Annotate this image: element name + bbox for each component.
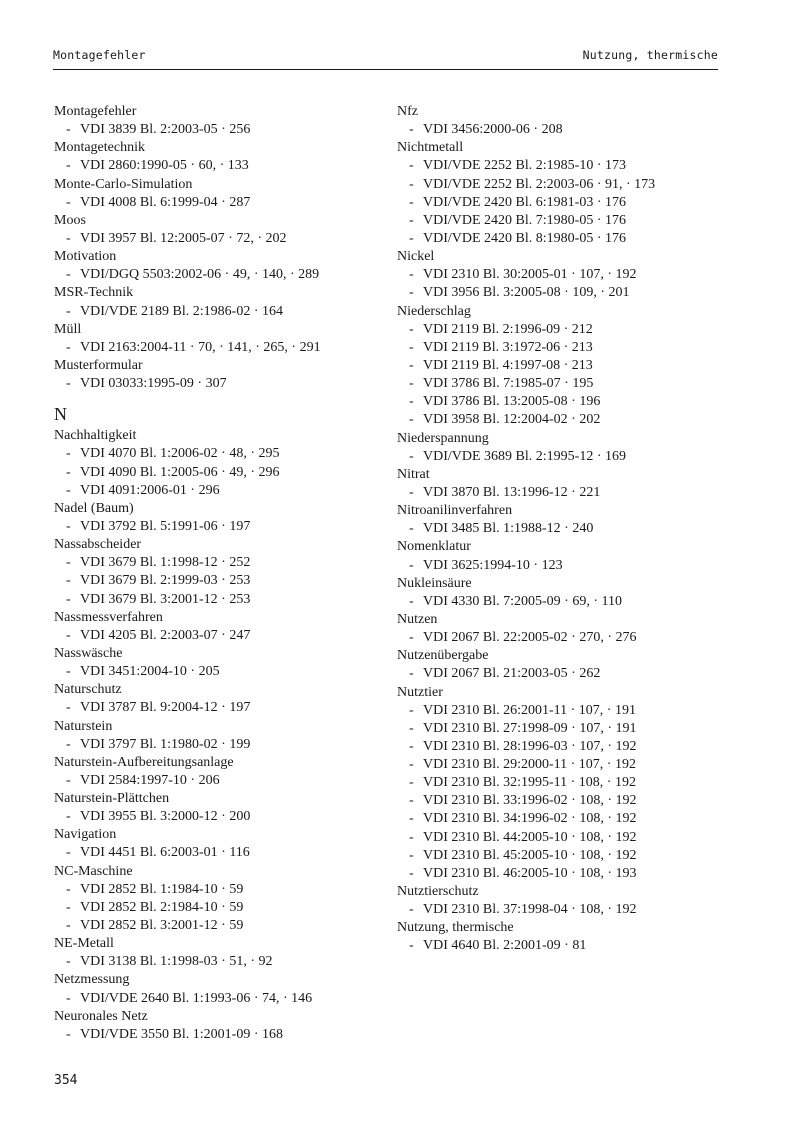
reference-text: VDI 3456:2000-06 · 208 <box>423 122 563 138</box>
index-reference <box>54 844 384 862</box>
reference-text: VDI 2067 Bl. 21:2003-05 · 262 <box>423 666 601 682</box>
index-reference <box>397 629 727 647</box>
index-entry <box>54 176 384 212</box>
reference-text: VDI 4070 Bl. 1:2006-02 · 48, · 295 <box>80 446 280 462</box>
index-term: Motivation <box>54 249 117 265</box>
index-reference <box>54 266 384 284</box>
index-reference <box>397 230 727 248</box>
index-reference <box>397 157 727 175</box>
index-term: Nichtmetall <box>397 140 464 156</box>
index-term: Nitrat <box>397 466 430 482</box>
index-entry <box>397 466 727 502</box>
index-entry <box>397 248 727 302</box>
index-entry <box>397 684 727 884</box>
list-dash: - <box>409 847 414 863</box>
list-dash: - <box>66 122 71 138</box>
running-header <box>53 48 718 70</box>
reference-text: VDI/VDE 3689 Bl. 2:1995-12 · 169 <box>423 448 626 464</box>
reference-text: VDI 3625:1994-10 · 123 <box>423 557 563 573</box>
index-reference <box>54 482 384 500</box>
reference-text: VDI 2852 Bl. 2:1984-10 · 59 <box>80 899 244 915</box>
reference-text: VDI 2119 Bl. 2:1996-09 · 212 <box>423 321 593 337</box>
reference-text: VDI 3787 Bl. 9:2004-12 · 197 <box>80 700 251 716</box>
index-term: Niederspannung <box>397 430 489 446</box>
index-reference <box>397 792 727 810</box>
index-reference <box>397 720 727 738</box>
reference-text: VDI/VDE 2420 Bl. 6:1981-03 · 176 <box>423 194 626 210</box>
reference-text: VDI 4008 Bl. 6:1999-04 · 287 <box>80 194 251 210</box>
list-dash: - <box>409 793 414 809</box>
index-reference <box>397 702 727 720</box>
index-term: Niederschlag <box>397 303 471 319</box>
index-reference <box>397 847 727 865</box>
index-term: NC-Maschine <box>54 863 133 879</box>
list-dash: - <box>66 1026 71 1042</box>
reference-text: VDI 2119 Bl. 3:1972-06 · 213 <box>423 339 593 355</box>
index-column-right <box>397 103 727 956</box>
list-dash: - <box>66 555 71 571</box>
index-reference <box>54 121 384 139</box>
list-dash: - <box>66 627 71 643</box>
index-reference <box>397 393 727 411</box>
index-reference <box>54 375 384 393</box>
reference-text: VDI 3870 Bl. 13:1996-12 · 221 <box>423 484 601 500</box>
index-entry <box>54 536 384 609</box>
index-term: Nassabscheider <box>54 537 142 553</box>
index-column-left <box>54 103 384 1044</box>
list-dash: - <box>66 464 71 480</box>
index-reference <box>54 990 384 1008</box>
index-entry <box>397 502 727 538</box>
index-term: Nickel <box>397 249 435 265</box>
index-reference <box>54 157 384 175</box>
index-term: MSR-Technik <box>54 285 134 301</box>
index-entry <box>397 919 727 955</box>
list-dash: - <box>66 918 71 934</box>
list-dash: - <box>409 829 414 845</box>
page-number: 354 <box>54 1073 78 1088</box>
index-reference <box>397 738 727 756</box>
list-dash: - <box>66 230 71 246</box>
list-dash: - <box>66 700 71 716</box>
reference-text: VDI 3958 Bl. 12:2004-02 · 202 <box>423 412 601 428</box>
reference-text: VDI 3138 Bl. 1:1998-03 · 51, · 92 <box>80 954 273 970</box>
index-reference <box>397 665 727 683</box>
index-entry <box>54 321 384 357</box>
index-entry <box>54 790 384 826</box>
index-reference <box>54 572 384 590</box>
list-dash: - <box>66 809 71 825</box>
reference-text: VDI 2310 Bl. 34:1996-02 · 108, · 192 <box>423 811 637 827</box>
list-dash: - <box>409 122 414 138</box>
index-reference <box>54 194 384 212</box>
index-term: Nutzenübergabe <box>397 648 489 664</box>
list-dash: - <box>409 267 414 283</box>
index-term: Nutztier <box>397 684 443 700</box>
index-reference <box>397 901 727 919</box>
index-reference <box>54 464 384 482</box>
list-dash: - <box>409 285 414 301</box>
index-entry <box>54 500 384 536</box>
list-dash: - <box>66 303 71 319</box>
index-reference <box>397 937 727 955</box>
index-reference <box>54 699 384 717</box>
reference-text: VDI 3679 Bl. 3:2001-12 · 253 <box>80 591 251 607</box>
index-reference <box>54 772 384 790</box>
reference-text: VDI 2310 Bl. 27:1998-09 · 107, · 191 <box>423 720 637 736</box>
index-reference <box>54 445 384 463</box>
list-dash: - <box>66 194 71 210</box>
reference-text: VDI 2860:1990-05 · 60, · 133 <box>80 158 249 174</box>
list-dash: - <box>66 664 71 680</box>
index-reference <box>397 865 727 883</box>
index-term: Navigation <box>54 827 117 843</box>
list-dash: - <box>409 412 414 428</box>
index-entry <box>54 609 384 645</box>
index-entry <box>54 1008 384 1044</box>
list-dash: - <box>409 339 414 355</box>
index-reference <box>397 829 727 847</box>
reference-text: VDI 2119 Bl. 4:1997-08 · 213 <box>423 357 593 373</box>
list-dash: - <box>409 376 414 392</box>
index-entry <box>54 863 384 936</box>
index-reference <box>54 627 384 645</box>
list-dash: - <box>409 865 414 881</box>
index-entry <box>54 357 384 393</box>
index-entries-n-continued <box>397 103 727 956</box>
index-reference <box>54 917 384 935</box>
index-reference <box>397 212 727 230</box>
list-dash: - <box>409 720 414 736</box>
list-dash: - <box>409 484 414 500</box>
list-dash: - <box>409 448 414 464</box>
list-dash: - <box>409 230 414 246</box>
reference-text: VDI 3451:2004-10 · 205 <box>80 664 220 680</box>
index-term: NE-Metall <box>54 936 114 952</box>
reference-text: VDI 2310 Bl. 45:2005-10 · 108, · 192 <box>423 847 637 863</box>
index-reference <box>54 881 384 899</box>
reference-text: VDI 2163:2004-11 · 70, · 141, · 265, · 291 <box>80 339 321 355</box>
reference-text: VDI/VDE 2640 Bl. 1:1993-06 · 74, · 146 <box>80 990 313 1006</box>
index-term: Monte-Carlo-Simulation <box>54 176 193 192</box>
reference-text: VDI 2310 Bl. 26:2001-11 · 107, · 191 <box>423 702 636 718</box>
index-term: Nukleinsäure <box>397 575 472 591</box>
reference-text: VDI 3786 Bl. 13:2005-08 · 196 <box>423 394 601 410</box>
index-reference <box>397 484 727 502</box>
header-right-guide-word: Nutzung, thermische <box>582 48 718 62</box>
index-reference <box>54 736 384 754</box>
reference-text: VDI 3679 Bl. 1:1998-12 · 252 <box>80 555 251 571</box>
index-term: Montagetechnik <box>54 140 145 156</box>
list-dash: - <box>66 446 71 462</box>
index-reference <box>54 554 384 572</box>
reference-text: VDI 4091:2006-01 · 296 <box>80 482 220 498</box>
index-entry <box>54 681 384 717</box>
list-dash: - <box>409 394 414 410</box>
index-reference <box>54 953 384 971</box>
reference-text: VDI 3956 Bl. 3:2005-08 · 109, · 201 <box>423 285 630 301</box>
index-term: Nfz <box>397 104 418 119</box>
list-dash: - <box>66 881 71 897</box>
index-term: Nachhaltigkeit <box>54 428 137 444</box>
list-dash: - <box>66 591 71 607</box>
index-term: Nutztierschutz <box>397 884 479 900</box>
index-entry <box>54 139 384 175</box>
reference-text: VDI 3839 Bl. 2:2003-05 · 256 <box>80 122 251 138</box>
index-term: Nasswäsche <box>54 645 123 661</box>
reference-text: VDI 3955 Bl. 3:2000-12 · 200 <box>80 809 251 825</box>
list-dash: - <box>66 158 71 174</box>
list-dash: - <box>409 775 414 791</box>
reference-text: VDI 2310 Bl. 44:2005-10 · 108, · 192 <box>423 829 637 845</box>
index-reference <box>397 266 727 284</box>
index-reference <box>397 756 727 774</box>
list-dash: - <box>409 357 414 373</box>
reference-text: VDI 2852 Bl. 1:1984-10 · 59 <box>80 881 244 897</box>
list-dash: - <box>66 736 71 752</box>
index-entry <box>397 139 727 248</box>
index-reference <box>54 663 384 681</box>
index-term: Müll <box>54 321 82 337</box>
reference-text: VDI 3679 Bl. 2:1999-03 · 253 <box>80 573 251 589</box>
index-reference <box>397 284 727 302</box>
index-term: Montagefehler <box>54 104 137 119</box>
index-entry <box>54 284 384 320</box>
index-term: Musterformular <box>54 357 143 373</box>
reference-text: VDI 3485 Bl. 1:1988-12 · 240 <box>423 521 594 537</box>
index-entries-n <box>54 427 384 1044</box>
index-reference <box>397 357 727 375</box>
index-term: Nadel (Baum) <box>54 500 134 516</box>
reference-text: VDI 3786 Bl. 7:1985-07 · 195 <box>423 376 594 392</box>
list-dash: - <box>409 738 414 754</box>
index-entry <box>397 103 727 139</box>
list-dash: - <box>66 376 71 392</box>
index-reference <box>397 593 727 611</box>
list-dash: - <box>409 938 414 954</box>
header-left-guide-word: Montagefehler <box>53 48 146 62</box>
list-dash: - <box>409 158 414 174</box>
index-reference <box>54 230 384 248</box>
index-reference <box>397 176 727 194</box>
list-dash: - <box>66 845 71 861</box>
index-term: Nutzung, thermische <box>397 920 514 936</box>
list-dash: - <box>409 557 414 573</box>
index-entry <box>54 427 384 500</box>
list-dash: - <box>409 630 414 646</box>
reference-text: VDI 2584:1997-10 · 206 <box>80 772 220 788</box>
index-reference <box>397 774 727 792</box>
reference-text: VDI 4640 Bl. 2:2001-09 · 81 <box>423 938 587 954</box>
list-dash: - <box>409 811 414 827</box>
reference-text: VDI 4090 Bl. 1:2005-06 · 49, · 296 <box>80 464 280 480</box>
list-dash: - <box>409 521 414 537</box>
index-entry <box>54 718 384 754</box>
reference-text: VDI 4330 Bl. 7:2005-09 · 69, · 110 <box>423 593 622 609</box>
reference-text: VDI 2310 Bl. 46:2005-10 · 108, · 193 <box>423 865 637 881</box>
reference-text: VDI 2067 Bl. 22:2005-02 · 270, · 276 <box>423 630 637 646</box>
index-entry <box>397 303 727 430</box>
list-dash: - <box>66 482 71 498</box>
list-dash: - <box>66 573 71 589</box>
reference-text: VDI/VDE 2252 Bl. 2:2003-06 · 91, · 173 <box>423 176 656 192</box>
reference-text: VDI 4205 Bl. 2:2003-07 · 247 <box>80 627 251 643</box>
index-term: Naturstein <box>54 718 113 734</box>
index-term: Nutzen <box>397 611 438 627</box>
list-dash: - <box>409 593 414 609</box>
index-reference <box>397 194 727 212</box>
list-dash: - <box>66 899 71 915</box>
index-entry <box>54 212 384 248</box>
list-dash: - <box>409 666 414 682</box>
index-term: Neuronales Netz <box>54 1008 148 1024</box>
index-entry <box>397 430 727 466</box>
list-dash: - <box>409 176 414 192</box>
index-entry <box>397 883 727 919</box>
index-term: Nomenklatur <box>397 539 471 555</box>
list-dash: - <box>66 990 71 1006</box>
reference-text: VDI/VDE 2420 Bl. 7:1980-05 · 176 <box>423 212 626 228</box>
list-dash: - <box>409 194 414 210</box>
list-dash: - <box>409 902 414 918</box>
index-entry <box>397 647 727 683</box>
reference-text: VDI 2310 Bl. 37:1998-04 · 108, · 192 <box>423 902 637 918</box>
list-dash: - <box>66 339 71 355</box>
list-dash: - <box>409 321 414 337</box>
list-dash: - <box>409 212 414 228</box>
list-dash: - <box>66 954 71 970</box>
index-entry <box>54 248 384 284</box>
reference-text: VDI 2310 Bl. 29:2000-11 · 107, · 192 <box>423 757 636 773</box>
index-reference <box>397 448 727 466</box>
reference-text: VDI/VDE 2189 Bl. 2:1986-02 · 164 <box>80 303 283 319</box>
index-reference <box>397 321 727 339</box>
index-term: Nassmessverfahren <box>54 609 163 625</box>
reference-text: VDI 2852 Bl. 3:2001-12 · 59 <box>80 918 244 934</box>
list-dash: - <box>66 772 71 788</box>
reference-text: VDI 2310 Bl. 33:1996-02 · 108, · 192 <box>423 793 637 809</box>
index-entry <box>397 575 727 611</box>
index-entry <box>54 754 384 790</box>
index-entry <box>397 611 727 647</box>
index-reference <box>397 339 727 357</box>
index-reference <box>54 1026 384 1044</box>
section-letter: N <box>54 404 67 425</box>
reference-text: VDI/VDE 2420 Bl. 8:1980-05 · 176 <box>423 230 626 246</box>
index-reference <box>397 411 727 429</box>
reference-text: VDI 2310 Bl. 32:1995-11 · 108, · 192 <box>423 775 636 791</box>
index-reference <box>397 557 727 575</box>
reference-text: VDI/DGQ 5503:2002-06 · 49, · 140, · 289 <box>80 267 320 283</box>
index-entry <box>54 103 384 139</box>
list-dash: - <box>409 702 414 718</box>
reference-text: VDI 3797 Bl. 1:1980-02 · 199 <box>80 736 251 752</box>
index-term: Nitroanilinverfahren <box>397 503 513 519</box>
index-reference <box>54 518 384 536</box>
index-entry <box>397 538 727 574</box>
list-dash: - <box>66 267 71 283</box>
reference-text: VDI 3792 Bl. 5:1991-06 · 197 <box>80 518 251 534</box>
index-reference <box>54 339 384 357</box>
index-reference <box>397 121 727 139</box>
index-entry <box>54 645 384 681</box>
index-reference <box>397 375 727 393</box>
index-term: Moos <box>54 212 86 228</box>
index-reference <box>54 303 384 321</box>
index-term: Netzmessung <box>54 972 130 988</box>
reference-text: VDI 4451 Bl. 6:2003-01 · 116 <box>80 845 250 861</box>
index-reference <box>54 808 384 826</box>
list-dash: - <box>409 757 414 773</box>
index-entry <box>54 826 384 862</box>
index-entry <box>54 935 384 971</box>
list-dash: - <box>66 518 71 534</box>
index-term: Naturschutz <box>54 682 122 698</box>
index-reference <box>54 591 384 609</box>
reference-text: VDI 3957 Bl. 12:2005-07 · 72, · 202 <box>80 230 287 246</box>
index-term: Naturstein-Plättchen <box>54 791 170 807</box>
reference-text: VDI/VDE 2252 Bl. 2:1985-10 · 173 <box>423 158 626 174</box>
reference-text: VDI 2310 Bl. 28:1996-03 · 107, · 192 <box>423 738 637 754</box>
index-reference <box>397 810 727 828</box>
reference-text: VDI/VDE 3550 Bl. 1:2001-09 · 168 <box>80 1026 283 1042</box>
index-term: Naturstein-Aufbereitungsanlage <box>54 754 234 770</box>
index-entries-m <box>54 103 384 393</box>
index-reference <box>397 520 727 538</box>
reference-text: VDI 2310 Bl. 30:2005-01 · 107, · 192 <box>423 267 637 283</box>
index-entry <box>54 971 384 1007</box>
index-reference <box>54 899 384 917</box>
reference-text: VDI 03033:1995-09 · 307 <box>80 376 227 392</box>
